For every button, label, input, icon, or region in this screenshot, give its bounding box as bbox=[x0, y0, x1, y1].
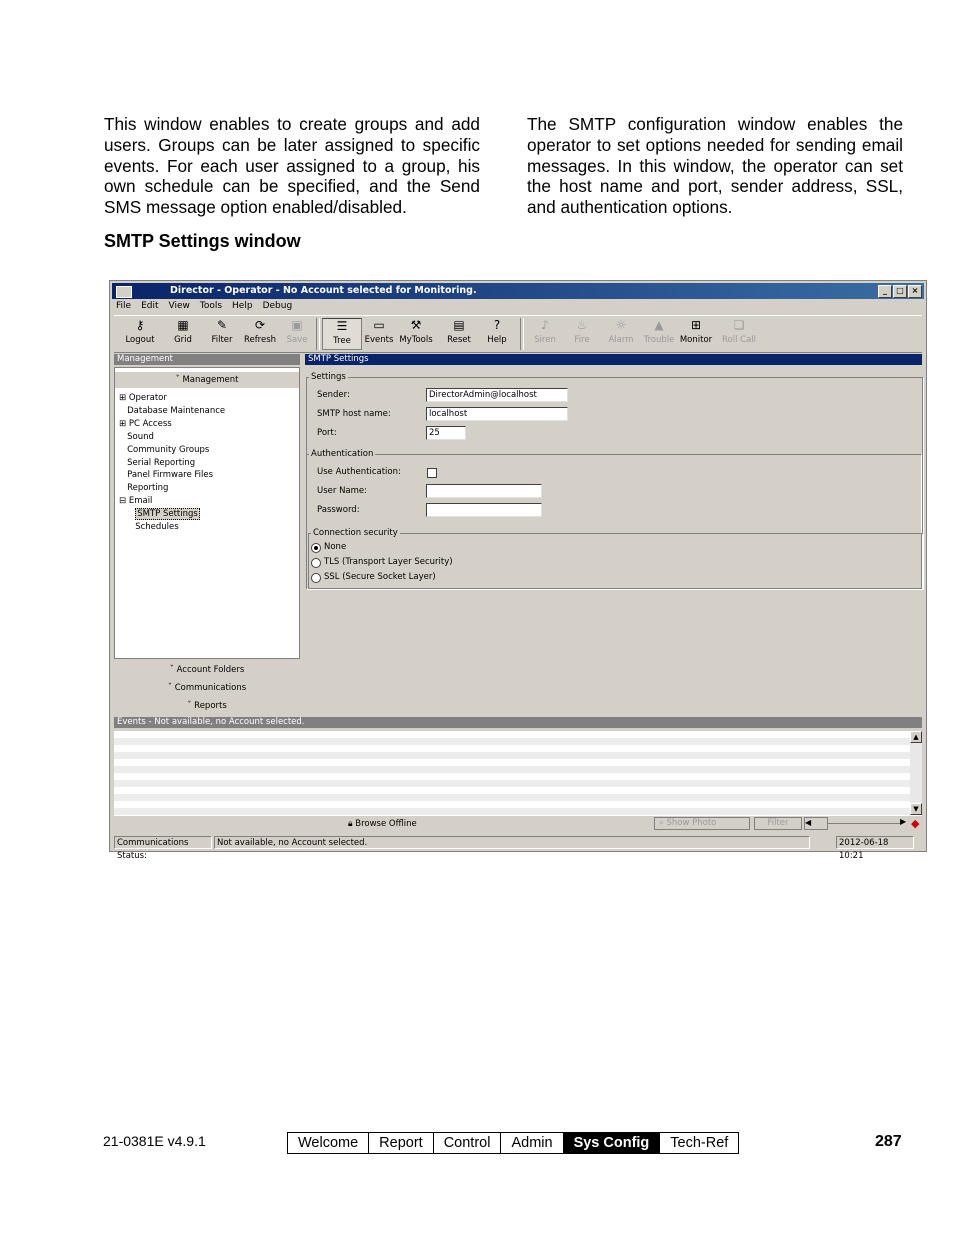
group-reports[interactable]: ˇ Reports bbox=[187, 701, 227, 711]
tree-item-pc-access[interactable]: ⊞ PC Access bbox=[119, 418, 172, 429]
events-list[interactable] bbox=[114, 731, 910, 815]
browse-offline-button[interactable]: 🔒︎ Browse Offline bbox=[348, 819, 417, 829]
username-label: User Name: bbox=[317, 486, 368, 496]
fire-icon: ♨ bbox=[576, 318, 588, 332]
monitor-button[interactable]: ⊞ Monitor bbox=[679, 318, 713, 345]
menu-help[interactable]: Help bbox=[232, 301, 253, 311]
save-icon: ▣ bbox=[291, 318, 303, 332]
trouble-icon: ▲ bbox=[654, 318, 664, 332]
menu-bar bbox=[116, 301, 292, 311]
connection-security-legend: Connection security bbox=[313, 528, 398, 538]
app-icon bbox=[116, 286, 132, 298]
siren-button[interactable]: ♪ Siren bbox=[534, 318, 556, 345]
events-header: Events - Not available, no Account selected. bbox=[114, 717, 922, 728]
grid-button[interactable]: ▦ Grid bbox=[174, 318, 192, 345]
menu-file[interactable]: File bbox=[116, 301, 132, 311]
trouble-button[interactable]: ▲ Trouble bbox=[643, 318, 675, 345]
scroll-right-icon[interactable]: ▶ bbox=[900, 817, 907, 826]
document-id: 21-0381E v4.9.1 bbox=[103, 1133, 206, 1149]
show-photo-button[interactable]: ⌕ Show Photo bbox=[654, 817, 750, 830]
monitor-icon: ⊞ bbox=[690, 318, 702, 332]
security-none-label: None bbox=[324, 542, 347, 552]
left-panel-header: Management bbox=[114, 354, 300, 365]
tree-item-sound[interactable]: Sound bbox=[127, 431, 154, 442]
nav-control[interactable]: Control bbox=[433, 1133, 501, 1153]
password-input[interactable] bbox=[426, 503, 542, 517]
smtp-host-label: SMTP host name: bbox=[317, 409, 391, 419]
management-tab[interactable]: ˇ Management bbox=[115, 372, 299, 388]
menu-tools[interactable]: Tools bbox=[199, 301, 223, 311]
tree-item-schedules[interactable]: Schedules bbox=[135, 522, 179, 533]
nav-tech-ref[interactable]: Tech-Ref bbox=[659, 1133, 738, 1153]
tree-item-panel-firmware[interactable]: Panel Firmware Files bbox=[127, 470, 214, 481]
tree-icon: ☰ bbox=[336, 319, 348, 333]
photo-icon: ⌕ bbox=[659, 818, 667, 828]
save-button[interactable]: ▣ Save bbox=[286, 318, 308, 345]
scroll-down-icon[interactable]: ▼ bbox=[910, 803, 922, 815]
events-icon: ▭ bbox=[373, 318, 385, 332]
side-groups bbox=[114, 659, 300, 714]
security-ssl-label: SSL (Secure Socket Layer) bbox=[324, 572, 436, 582]
toolbar bbox=[114, 315, 922, 353]
page-number: 287 bbox=[875, 1133, 902, 1150]
password-label: Password: bbox=[317, 505, 360, 515]
status-datetime: 2012-06-18 10:21 bbox=[836, 836, 914, 849]
rollcall-button[interactable]: ❏ Roll Call bbox=[721, 318, 757, 345]
mytools-button[interactable]: ⚒ MyTools bbox=[399, 318, 433, 345]
security-ssl-radio[interactable] bbox=[311, 573, 321, 583]
settings-legend: Settings bbox=[311, 372, 346, 382]
horizontal-scroll-track[interactable] bbox=[828, 823, 900, 824]
tools-icon: ⚒ bbox=[410, 318, 422, 332]
events-button[interactable]: ▭ Events bbox=[364, 318, 394, 345]
title-bar bbox=[112, 283, 924, 299]
authentication-legend: Authentication bbox=[311, 449, 374, 459]
nav-sys-config[interactable]: Sys Config bbox=[563, 1133, 660, 1153]
group-communications[interactable]: ˇ Communications bbox=[167, 683, 247, 693]
events-bottom-bar bbox=[114, 815, 922, 833]
use-auth-label: Use Authentication: bbox=[317, 467, 401, 477]
security-none-radio[interactable] bbox=[311, 543, 321, 553]
sender-input[interactable]: DirectorAdmin@localhost bbox=[426, 388, 568, 402]
maximize-icon[interactable]: □ bbox=[893, 285, 907, 298]
alarm-icon: ☼ bbox=[615, 318, 627, 332]
chevron-down-icon: ˇ bbox=[175, 375, 183, 385]
status-bar bbox=[112, 835, 924, 861]
refresh-icon: ⟳ bbox=[254, 318, 266, 332]
right-paragraph: The SMTP configuration window enables the operator to set options needed for sending email messages. In this window, the operator can set the host name and port, sender address, SSL, and authentication options. bbox=[527, 114, 903, 218]
sender-label: Sender: bbox=[317, 390, 350, 400]
smtp-settings-screenshot bbox=[109, 280, 927, 861]
filter-events-button[interactable]: Filter bbox=[754, 817, 802, 830]
tree-item-smtp-settings[interactable]: SMTP Settings bbox=[137, 509, 198, 520]
right-panel-header: SMTP Settings bbox=[305, 354, 922, 365]
tree-item-operator[interactable]: ⊞ Operator bbox=[119, 393, 167, 403]
group-account-folders[interactable]: ˇ Account Folders bbox=[169, 665, 245, 675]
port-input[interactable]: 25 bbox=[426, 426, 466, 440]
menu-view[interactable]: View bbox=[168, 301, 190, 311]
tree-item-community-groups[interactable]: Community Groups bbox=[127, 444, 210, 455]
reset-icon: ▤ bbox=[453, 318, 465, 332]
fire-button[interactable]: ♨ Fire bbox=[574, 318, 590, 345]
rollcall-icon: ❏ bbox=[733, 318, 745, 332]
port-label: Port: bbox=[317, 428, 337, 438]
filter-icon: ✎ bbox=[216, 318, 228, 332]
lock-icon: 🔒︎ bbox=[348, 819, 356, 829]
filter-button[interactable]: ✎ Filter bbox=[211, 318, 233, 345]
footer-navigation bbox=[287, 1132, 739, 1154]
left-paragraph: This window enables to create groups and add users. Groups can be later assigned to specific events. For each user assigned to a group, his own schedule can be specified, and the Send SMS message option enabled/disabled. bbox=[104, 114, 480, 218]
close-icon[interactable]: × bbox=[908, 285, 922, 298]
menu-edit[interactable]: Edit bbox=[141, 301, 159, 311]
tree-item-email[interactable]: ⊟ Email bbox=[119, 496, 153, 507]
help-icon: ? bbox=[493, 318, 501, 332]
use-auth-checkbox[interactable] bbox=[427, 468, 437, 478]
communications-status-label: Communications Status: bbox=[114, 836, 212, 849]
tree-item-serial-reporting[interactable]: Serial Reporting bbox=[127, 457, 196, 468]
username-input[interactable] bbox=[426, 484, 542, 498]
refresh-button[interactable]: ⟳ Refresh bbox=[243, 318, 277, 345]
alert-diamond-icon: ◆ bbox=[911, 817, 920, 830]
menu-debug[interactable]: Debug bbox=[262, 301, 293, 311]
nav-report[interactable]: Report bbox=[368, 1133, 433, 1153]
minimize-icon[interactable]: _ bbox=[878, 285, 892, 298]
tree-item-database[interactable]: Database Maintenance bbox=[127, 405, 226, 416]
help-button[interactable]: ? Help bbox=[487, 318, 507, 345]
nav-admin[interactable]: Admin bbox=[500, 1133, 562, 1153]
siren-icon: ♪ bbox=[541, 318, 549, 332]
grid-icon: ▦ bbox=[177, 318, 189, 332]
smtp-host-input[interactable]: localhost bbox=[426, 407, 568, 421]
security-tls-label: TLS (Transport Layer Security) bbox=[324, 557, 453, 567]
events-scrollbar[interactable] bbox=[910, 731, 922, 815]
scroll-up-icon[interactable]: ▲ bbox=[910, 731, 922, 743]
tree-item-reporting[interactable]: Reporting bbox=[127, 483, 169, 494]
scroll-left-icon[interactable]: ◀ bbox=[804, 817, 828, 830]
window-title: Director - Operator - No Account selected for Monitoring. bbox=[170, 285, 477, 296]
reset-button[interactable]: ▤ Reset bbox=[447, 318, 471, 345]
key-icon: ⚷ bbox=[135, 318, 145, 332]
section-heading: SMTP Settings window bbox=[104, 231, 301, 251]
tree-button[interactable]: ☰ Tree bbox=[322, 318, 362, 350]
tree-panel bbox=[114, 367, 300, 659]
logout-button[interactable]: ⚷ Logout bbox=[125, 318, 155, 345]
communications-status-value: Not available, no Account selected. bbox=[214, 836, 810, 849]
alarm-button[interactable]: ☼ Alarm bbox=[608, 318, 634, 345]
nav-welcome[interactable]: Welcome bbox=[298, 1135, 359, 1151]
security-tls-radio[interactable] bbox=[311, 558, 321, 568]
